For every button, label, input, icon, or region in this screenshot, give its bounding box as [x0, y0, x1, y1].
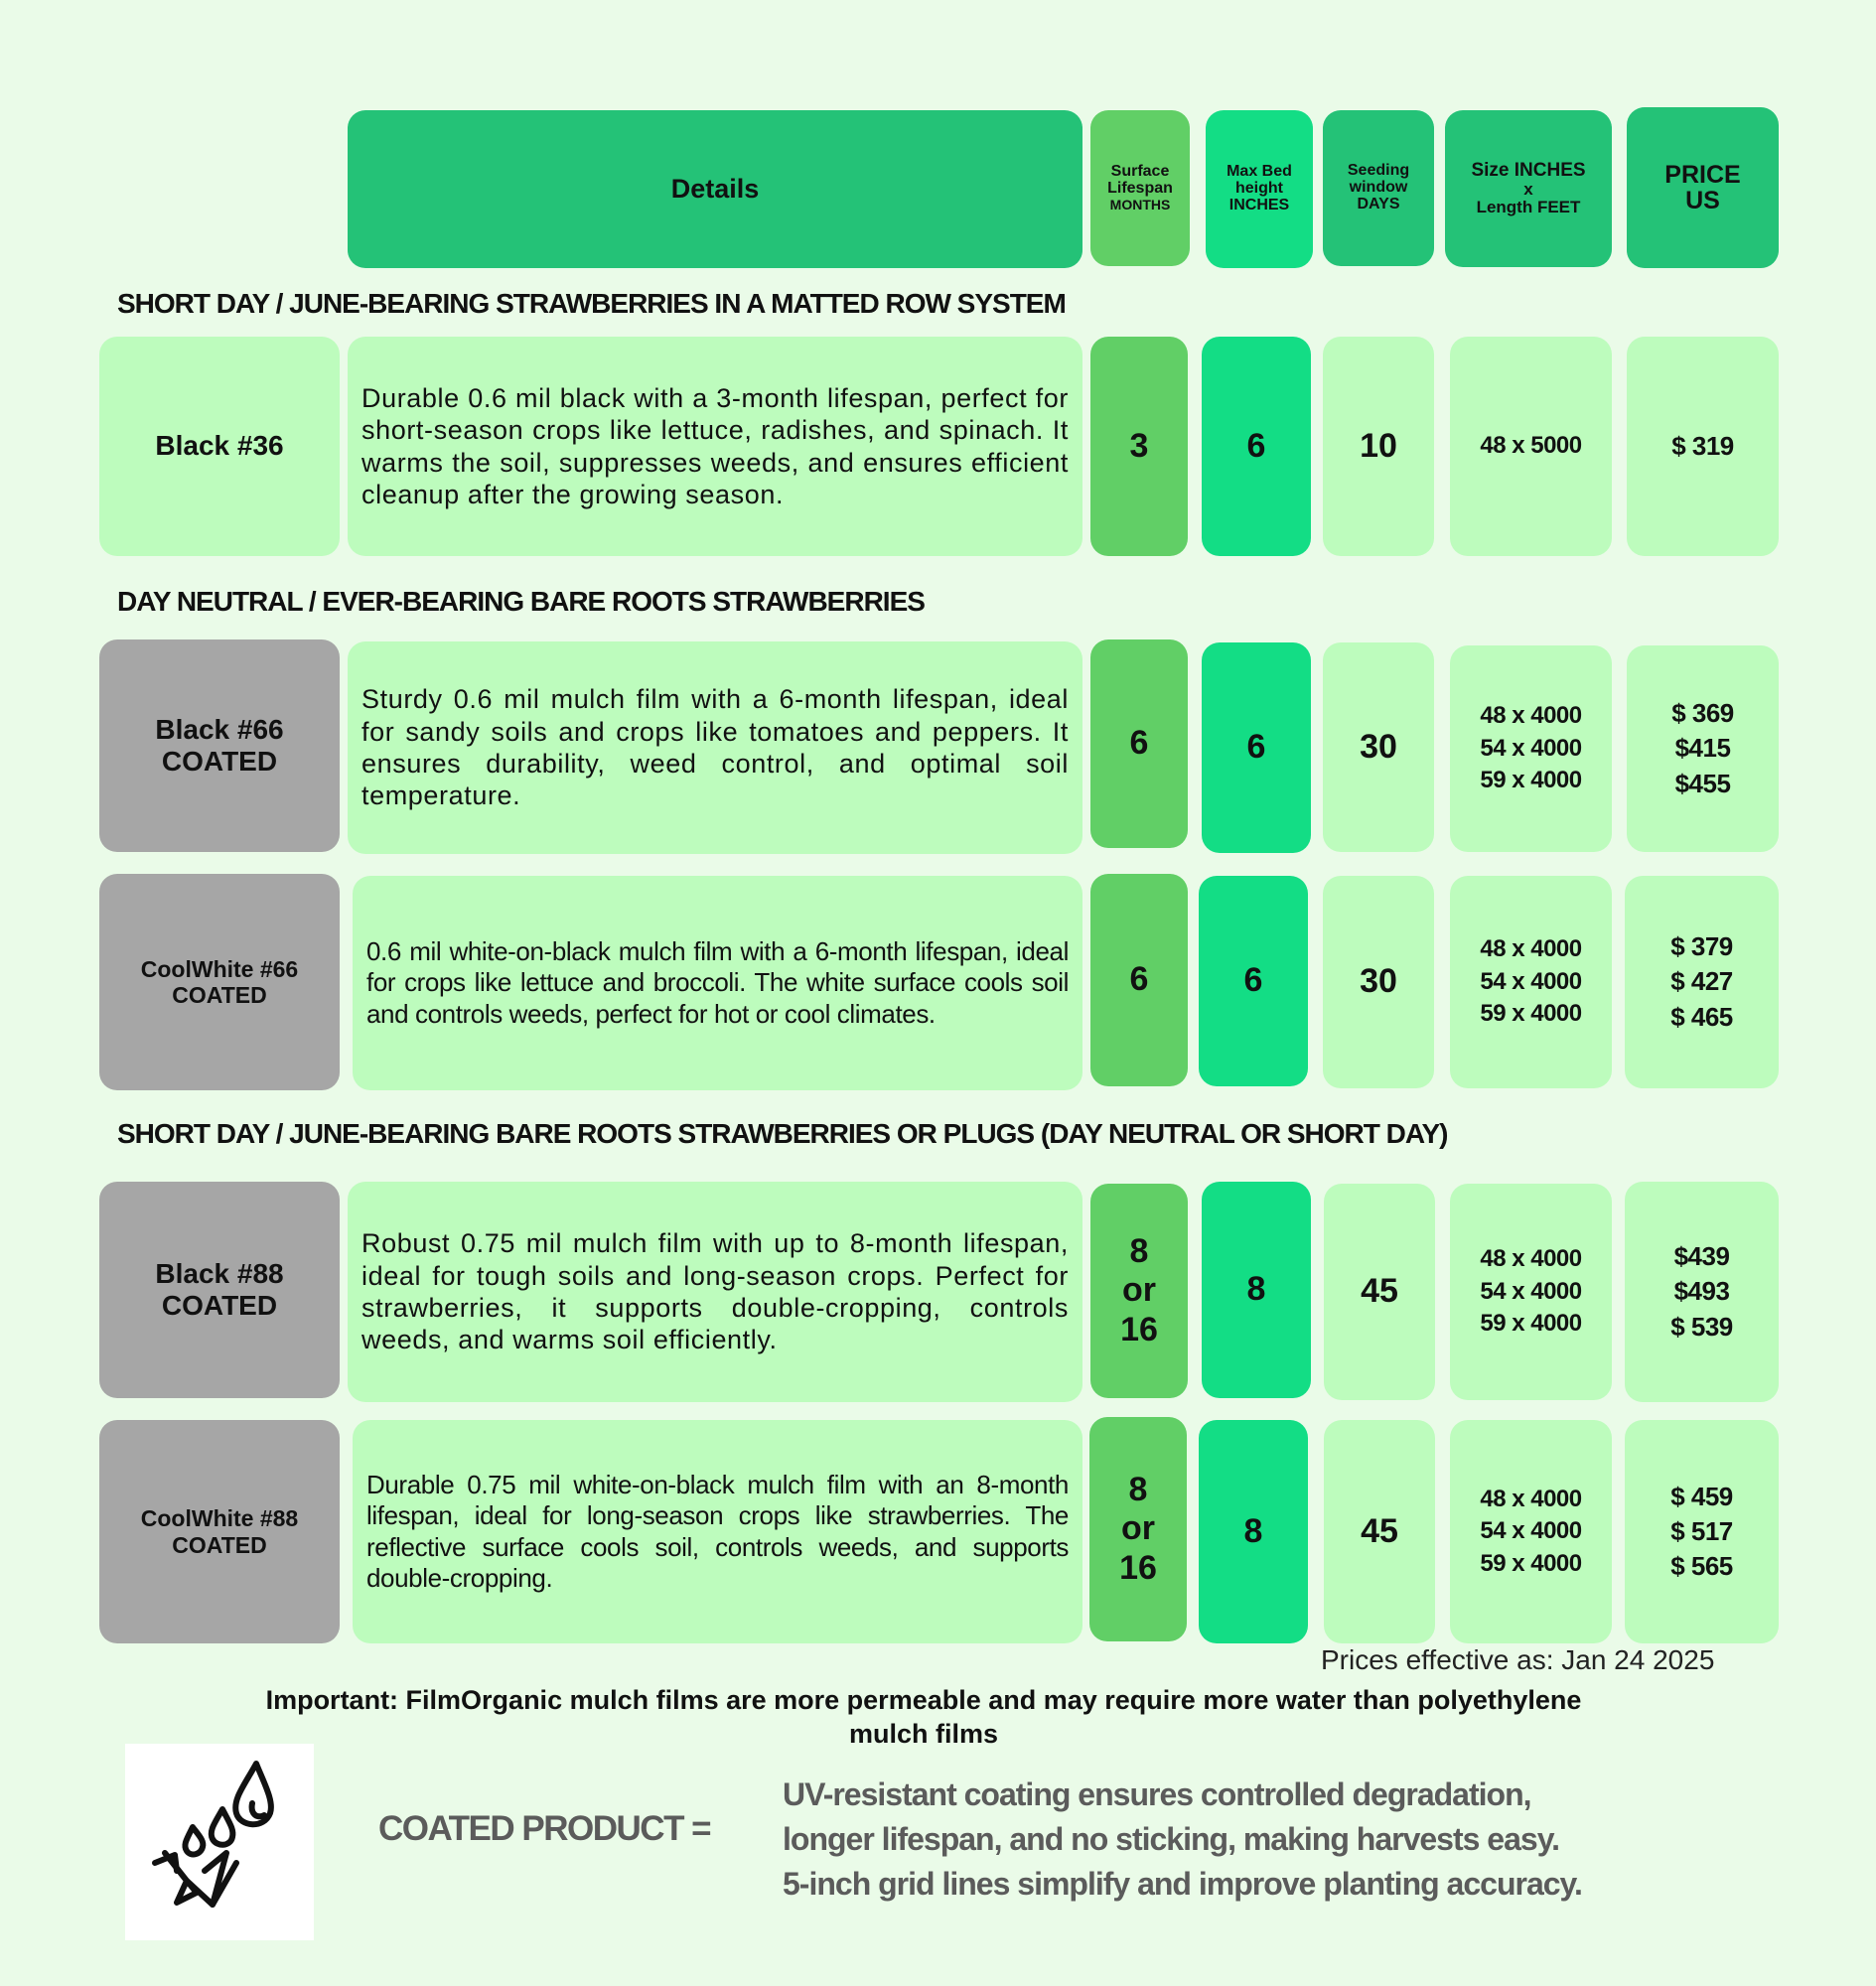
- size-value: 59 x 4000: [1480, 1310, 1582, 1338]
- bed-height-cell: [1199, 1420, 1308, 1643]
- product-description: [348, 1182, 1082, 1402]
- price-value: $455: [1674, 768, 1731, 798]
- size-value: 59 x 4000: [1480, 1549, 1582, 1577]
- lifespan-value: 8: [1128, 1471, 1148, 1509]
- size-value: 59 x 4000: [1480, 767, 1582, 794]
- size-value: 48 x 4000: [1480, 1245, 1582, 1273]
- price-value: $ 565: [1670, 1551, 1733, 1582]
- section-title: SHORT DAY / JUNE-BEARING BARE ROOTS STRAWBERRIES OR PLUGS (DAY NEUTRAL OR SHORT DAY): [117, 1118, 1448, 1149]
- coated-tag: COATED: [161, 746, 278, 777]
- lifespan-cell: [1089, 1417, 1187, 1641]
- header-seeding: [1323, 110, 1434, 266]
- coated-description: [783, 1773, 1582, 1906]
- lifespan-cell: [1090, 1184, 1188, 1398]
- seeding-value: 10: [1360, 426, 1397, 465]
- product-name-cell: [99, 337, 340, 556]
- bed-height-value: 6: [1246, 426, 1266, 465]
- price-value: $493: [1673, 1276, 1730, 1307]
- bed-height-cell: [1202, 642, 1311, 853]
- size-value: 54 x 4000: [1480, 1517, 1582, 1545]
- price-value: $ 465: [1670, 1001, 1733, 1032]
- product-description: [353, 876, 1082, 1090]
- product-name-cell: [99, 874, 340, 1090]
- size-value: 54 x 4000: [1480, 1277, 1582, 1305]
- lifespan-cell: [1090, 874, 1188, 1086]
- section-title: SHORT DAY / JUNE-BEARING STRAWBERRIES IN A MATTED ROW SYSTEM: [117, 288, 1066, 319]
- header-seed-line: DAYS: [1357, 195, 1400, 213]
- bed-height-cell: [1199, 876, 1308, 1086]
- price-value: $ 517: [1670, 1515, 1733, 1546]
- size-value: 48 x 4000: [1480, 702, 1582, 730]
- price-cell: [1625, 876, 1779, 1088]
- size-value: 54 x 4000: [1480, 734, 1582, 762]
- price-value: $439: [1673, 1241, 1730, 1272]
- section-title: DAY NEUTRAL / EVER-BEARING BARE ROOTS STRAWBERRIES: [117, 586, 925, 617]
- lifespan-value: or: [1121, 1271, 1156, 1310]
- header-price-line: PRICE: [1664, 160, 1741, 189]
- seedling-drops-icon: [125, 1744, 314, 1940]
- price-cell: [1627, 337, 1779, 556]
- product-name: [141, 1505, 298, 1558]
- price-value: $ 539: [1670, 1311, 1733, 1342]
- lifespan-value: or: [1120, 1509, 1155, 1548]
- lifespan-value: 6: [1129, 960, 1149, 999]
- size-value: 48 x 5000: [1480, 432, 1582, 460]
- seeding-cell: [1323, 876, 1434, 1088]
- seeding-cell: [1323, 642, 1434, 852]
- header-lifespan-line: Lifespan: [1107, 180, 1173, 198]
- product-description-text: Durable 0.75 mil white-on-black mulch film with an 8-month lifespan, ideal for long-season crops like strawberries. The reflective surface cools soil, controls weeds, and supports double-cropping.: [366, 1470, 1069, 1593]
- lifespan-value: 6: [1129, 724, 1149, 763]
- lifespan-value: 3: [1129, 426, 1149, 465]
- size-value: 48 x 4000: [1480, 1485, 1582, 1512]
- header-bed-line: Max Bed: [1227, 163, 1292, 181]
- header-seed-line: Seeding: [1347, 162, 1410, 180]
- prices-effective-note: Prices effective as: Jan 24 2025: [1321, 1644, 1715, 1675]
- seeding-cell: [1323, 337, 1434, 556]
- price-value: $ 369: [1671, 698, 1734, 729]
- price-cell: [1625, 1182, 1779, 1402]
- header-lifespan-line: Surface: [1110, 163, 1170, 181]
- header-lifespan-line: MONTHS: [1109, 196, 1171, 213]
- seeding-value: 30: [1360, 962, 1397, 1001]
- bed-height-value: 8: [1243, 1511, 1263, 1550]
- product-name: [155, 714, 283, 778]
- price-cell: [1627, 645, 1779, 852]
- header-details: [348, 110, 1082, 268]
- header-bed-line: INCHES: [1228, 196, 1290, 213]
- product-name: [155, 430, 283, 462]
- coated-tag: COATED: [161, 1290, 278, 1321]
- bed-height-value: 8: [1246, 1270, 1266, 1309]
- coated-tag: COATED: [172, 1531, 267, 1558]
- seeding-value: 30: [1360, 727, 1397, 766]
- seeding-value: 45: [1361, 1272, 1398, 1311]
- header-size-line: Size INCHES: [1471, 160, 1586, 182]
- product-name-cell: [99, 639, 340, 852]
- lifespan-value: 16: [1120, 1310, 1158, 1348]
- header-bed-line: height: [1234, 180, 1283, 198]
- product-name: [141, 956, 298, 1009]
- price-value: $ 379: [1670, 931, 1733, 962]
- lifespan-value: 8: [1129, 1232, 1149, 1271]
- product-name-line: Black #66: [155, 713, 284, 745]
- product-description: [348, 641, 1082, 854]
- seeding-value: 45: [1361, 1511, 1398, 1550]
- coated-description-line: UV-resistant coating ensures controlled degradation,: [783, 1776, 1531, 1812]
- price-value: $ 459: [1670, 1481, 1733, 1511]
- seedling-logo: [125, 1744, 314, 1940]
- seeding-cell: [1324, 1184, 1435, 1400]
- header-price-line: US: [1685, 187, 1720, 214]
- price-value: $ 427: [1670, 966, 1733, 997]
- size-cell: [1450, 337, 1612, 556]
- product-name-line: CoolWhite #88: [140, 1505, 299, 1532]
- size-cell: [1450, 1184, 1612, 1400]
- header-size-line: x: [1523, 180, 1533, 200]
- product-description: [353, 1420, 1082, 1643]
- size-value: 48 x 4000: [1480, 935, 1582, 963]
- price-value: $ 319: [1671, 430, 1734, 461]
- size-value: 59 x 4000: [1480, 1000, 1582, 1028]
- size-cell: [1450, 876, 1612, 1088]
- product-name-line: CoolWhite #66: [140, 955, 299, 982]
- header-lifespan: [1090, 110, 1190, 266]
- product-description-text: Robust 0.75 mil mulch film with up to 8-month lifespan, ideal for tough soils and long-season crops. Perfect for strawberries, it supports double-cropping, controls weeds, and warms soil efficiently.: [361, 1228, 1069, 1355]
- product-description-text: 0.6 mil white-on-black mulch film with a 6-month lifespan, ideal for crops like lettuce and broccoli. The white surface cools soil and controls weeds, perfect for hot or cool climates.: [366, 936, 1069, 1029]
- header-bed-height: [1206, 110, 1313, 268]
- lifespan-cell: [1090, 337, 1188, 556]
- product-name-line: Black #88: [155, 1257, 284, 1289]
- coated-product-label: COATED PRODUCT =: [378, 1809, 711, 1848]
- coated-tag: COATED: [172, 982, 267, 1008]
- header-size-line: Length FEET: [1476, 197, 1581, 216]
- price-value: $415: [1674, 733, 1731, 764]
- product-description-text: Durable 0.6 mil black with a 3-month lifespan, perfect for short-season crops like lettuce, radishes, and spinach. It warms the soil, suppresses weeds, and ensures efficient cleanup after the growing season.: [361, 382, 1069, 509]
- header-details-label: Details: [670, 174, 760, 205]
- size-cell: [1450, 1420, 1612, 1643]
- coated-description-line: longer lifespan, and no sticking, making harvests easy.: [783, 1820, 1559, 1857]
- product-name-cell: [99, 1182, 340, 1398]
- header-seed-line: window: [1349, 179, 1408, 197]
- coated-description-line: 5-inch grid lines simplify and improve planting accuracy.: [783, 1865, 1582, 1902]
- bed-height-value: 6: [1246, 728, 1266, 767]
- header-price: [1627, 107, 1779, 268]
- lifespan-cell: [1090, 639, 1188, 848]
- important-note: Important: FilmOrganic mulch films are more permeable and may require more water than polyethylene mulch films: [265, 1685, 1582, 1749]
- product-name-line: Black #36: [155, 430, 284, 462]
- size-cell: [1450, 645, 1612, 852]
- product-description: [348, 337, 1082, 556]
- bed-height-value: 6: [1243, 961, 1263, 1000]
- price-cell: [1625, 1420, 1779, 1643]
- bed-height-cell: [1202, 1182, 1311, 1398]
- size-value: 54 x 4000: [1480, 967, 1582, 995]
- bed-height-cell: [1202, 337, 1311, 556]
- seeding-cell: [1324, 1420, 1435, 1643]
- product-description-text: Sturdy 0.6 mil mulch film with a 6-month lifespan, ideal for sandy soils and crops like tomatoes and peppers. It ensures durability, weed control, and optimal soil temperature.: [361, 684, 1069, 811]
- product-name-cell: [99, 1420, 340, 1643]
- product-name: [155, 1258, 283, 1322]
- header-size: [1445, 110, 1612, 267]
- lifespan-value: 16: [1119, 1548, 1157, 1587]
